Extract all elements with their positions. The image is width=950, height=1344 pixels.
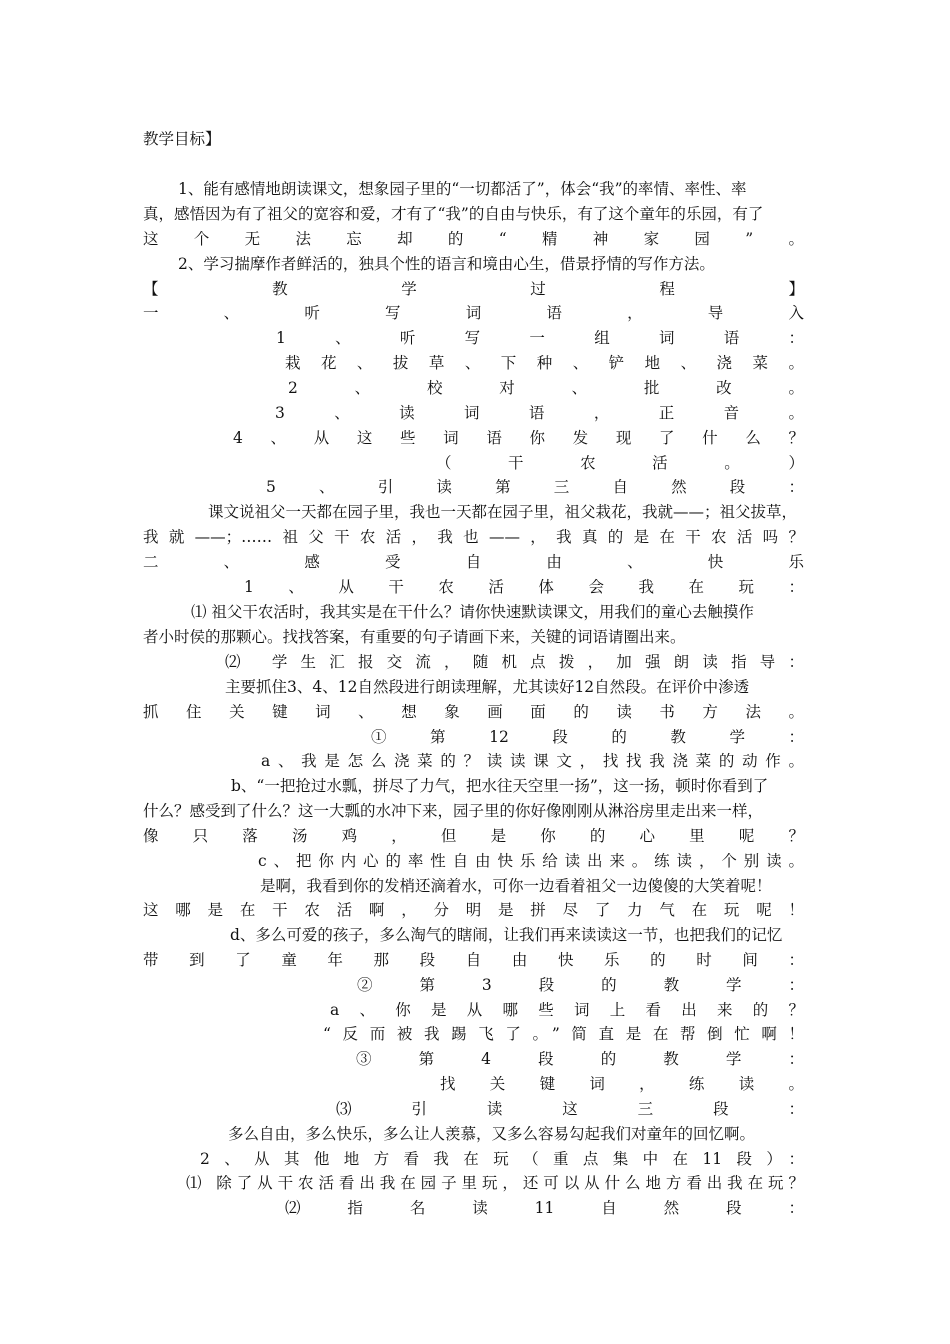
text-line-25: a、我是怎么浇菜的？读读课文，找找我浇菜的动作。	[261, 752, 804, 770]
text-line-26: b、“一把抢过水瓢，拼尽了力气，把水往天空里一扬”，这一扬，顿时你看到了	[231, 777, 769, 795]
text-line-15: 课文说祖父一天都在园子里，我也一天都在园子里，祖父栽花，我就——；祖父拔草，	[208, 503, 798, 521]
text-line-32: d、多么可爱的孩子，多么淘气的瞎闹，让我们再来读读这一节，也把我们的记忆	[230, 926, 783, 944]
text-line-2: 1、能有感情地朗读课文，想象园子里的“一切都活了”，体会“我”的率情、率性、率	[178, 180, 747, 198]
text-line-43: ⑵指名读11自然段：	[285, 1199, 804, 1217]
text-line-9: 栽花、拔草、下种、铲地、浇菜。	[285, 354, 804, 372]
text-line-28: 像只落汤鸡，但是你的心里呢？	[143, 827, 804, 845]
text-line-27: 什么？感受到了什么？这一大瓢的水冲下来，园子里的你好像刚刚从淋浴房里走出来一样，	[143, 802, 764, 820]
text-line-4: 这个无法忘却的“精神家园”。	[143, 230, 804, 248]
text-line-11: 3、读词语，正音。	[275, 404, 804, 422]
section-heading-line-17: 二、感受自由、快乐	[143, 553, 804, 571]
text-line-31: 这哪是在干农活啊，分明是拼尽了力气在玩呢！	[143, 901, 804, 919]
section-heading-line-7: 一、听写词语，导入	[143, 304, 804, 322]
text-line-13: （干农活。）	[436, 454, 804, 472]
text-line-14: 5、引读第三自然段：	[266, 478, 804, 496]
text-line-30: 是啊，我看到你的发梢还滴着水，可你一边看着祖父一边傻傻的大笑着呢！	[260, 877, 772, 895]
text-line-18: 1、从干农活体会我在玩：	[244, 578, 804, 596]
text-line-3: 真，感悟因为有了祖父的宽容和爱，才有了“我”的自由与快乐，有了这个童年的乐园，有了	[143, 205, 764, 223]
text-line-33: 带到了童年那段自由快乐的时间：	[143, 951, 804, 969]
text-line-34: ②第3段的教学：	[357, 976, 804, 994]
section-heading-line-1: 教学目标】	[143, 130, 221, 148]
text-line-21: ⑵ 学生汇报交流，随机点拨，加强朗读指导：	[225, 653, 804, 671]
text-line-39: ⑶引读这三段：	[336, 1100, 804, 1118]
text-line-22: 主要抓住3、4、12自然段进行朗读理解，尤其读好12自然段。在评价中渗透	[225, 678, 750, 696]
text-line-38: 找关键词，练读。	[440, 1075, 804, 1093]
text-line-24: ①第12段的教学：	[371, 728, 804, 746]
text-line-5: 2、学习揣摩作者鲜活的，独具个性的语言和境由心生，借景抒情的写作方法。	[178, 255, 715, 273]
text-line-36: “反而被我踢飞了。”简直是在帮倒忙啊！	[323, 1025, 804, 1043]
text-line-19: ⑴ 祖父干农活时，我其实是在干什么？请你快速默读课文，用我们的童心去触摸作	[191, 603, 754, 621]
text-line-41: 2、从其他地方看我在玩（重点集中在11段）：	[200, 1150, 804, 1168]
text-line-8: 1、听写一组词语：	[276, 329, 804, 347]
text-line-35: a、你是从哪些词上看出来的？	[330, 1001, 804, 1019]
text-line-10: 2、校对、批改。	[288, 379, 804, 397]
text-line-20: 者小时侯的那颗心。找找答案，有重要的句子请画下来，关键的词语请圈出来。	[143, 628, 686, 646]
text-line-40: 多么自由，多么快乐，多么让人羡慕，又多么容易勾起我们对童年的回忆啊。	[228, 1125, 756, 1143]
section-heading-line-6: 【教学过程】	[143, 280, 804, 298]
text-line-12: 4、从这些词语你发现了什么？	[233, 429, 804, 447]
text-line-37: ③第4段的教学：	[356, 1050, 804, 1068]
text-line-29: c、把你内心的率性自由快乐给读出来。练读，个别读。	[258, 852, 804, 870]
text-line-16: 我就——；……祖父干农活，我也——，我真的是在干农活吗？	[143, 528, 804, 546]
text-line-23: 抓住关键词、想象画面的读书方法。	[143, 703, 804, 721]
text-line-42: ⑴ 除了从干农活看出我在园子里玩，还可以从什么地方看出我在玩？	[186, 1174, 804, 1192]
